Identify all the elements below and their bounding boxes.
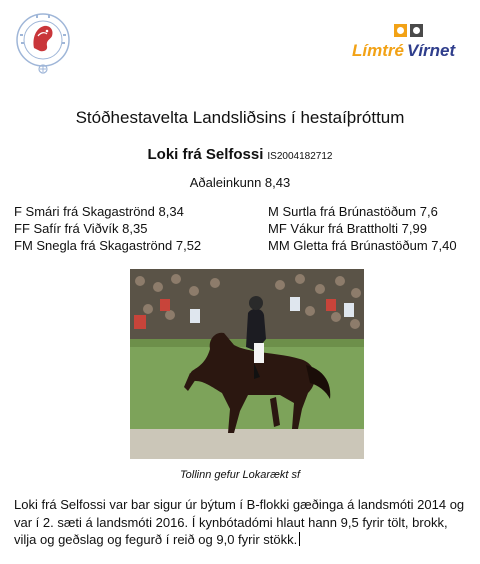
pedigree-line: FF Safír frá Viðvík 8,35	[14, 221, 148, 236]
pedigree-dam-side	[268, 203, 457, 254]
text-cursor	[299, 532, 300, 546]
horse-id: IS2004182712	[267, 151, 333, 162]
pedigree-line: MM Gletta frá Brúnastöðum 7,40	[268, 238, 457, 253]
brand-squares-icon	[394, 24, 424, 38]
document-title: Stóðhestavelta Landsliðsins í hestaíþróttum	[75, 108, 405, 127]
description-text: Loki frá Selfossi var bar sigur úr býtum í B-flokki gæðinga á landsmóti 2014 og var í 2. sæti á landsmóti 2016. Í kynbótadómi hlaut hann 9,5 fyrir tölt, brokk, vilja og geðslag og fegurð í reið og 9,0 fyrir stökk.	[14, 497, 465, 547]
horse-heading	[0, 146, 480, 164]
limtre-virnet-wordmark	[352, 39, 462, 61]
photo-caption: Tollinn gefur Lokarækt sf	[179, 469, 301, 481]
svg-text:Vírnet: Vírnet	[407, 41, 456, 60]
pedigree-sire-side	[14, 203, 201, 254]
horse-name: Loki frá Selfossi	[147, 146, 264, 163]
pedigree-line: F Smári frá Skagaströnd 8,34	[14, 204, 184, 219]
main-score: Aðaleinkunn 8,43	[189, 175, 291, 190]
limtre-virnet-logo	[352, 24, 462, 64]
pedigree-line: MF Vákur frá Brattholti 7,99	[268, 221, 427, 236]
pedigree-line: M Surtla frá Brúnastöðum 7,6	[268, 204, 438, 219]
pedigree-line: FM Snegla frá Skagaströnd 7,52	[14, 238, 202, 253]
federation-seal-logo	[14, 10, 72, 76]
horse-photo	[130, 269, 364, 459]
horse-description[interactable]	[14, 496, 470, 549]
svg-text:Límtré: Límtré	[352, 41, 404, 60]
